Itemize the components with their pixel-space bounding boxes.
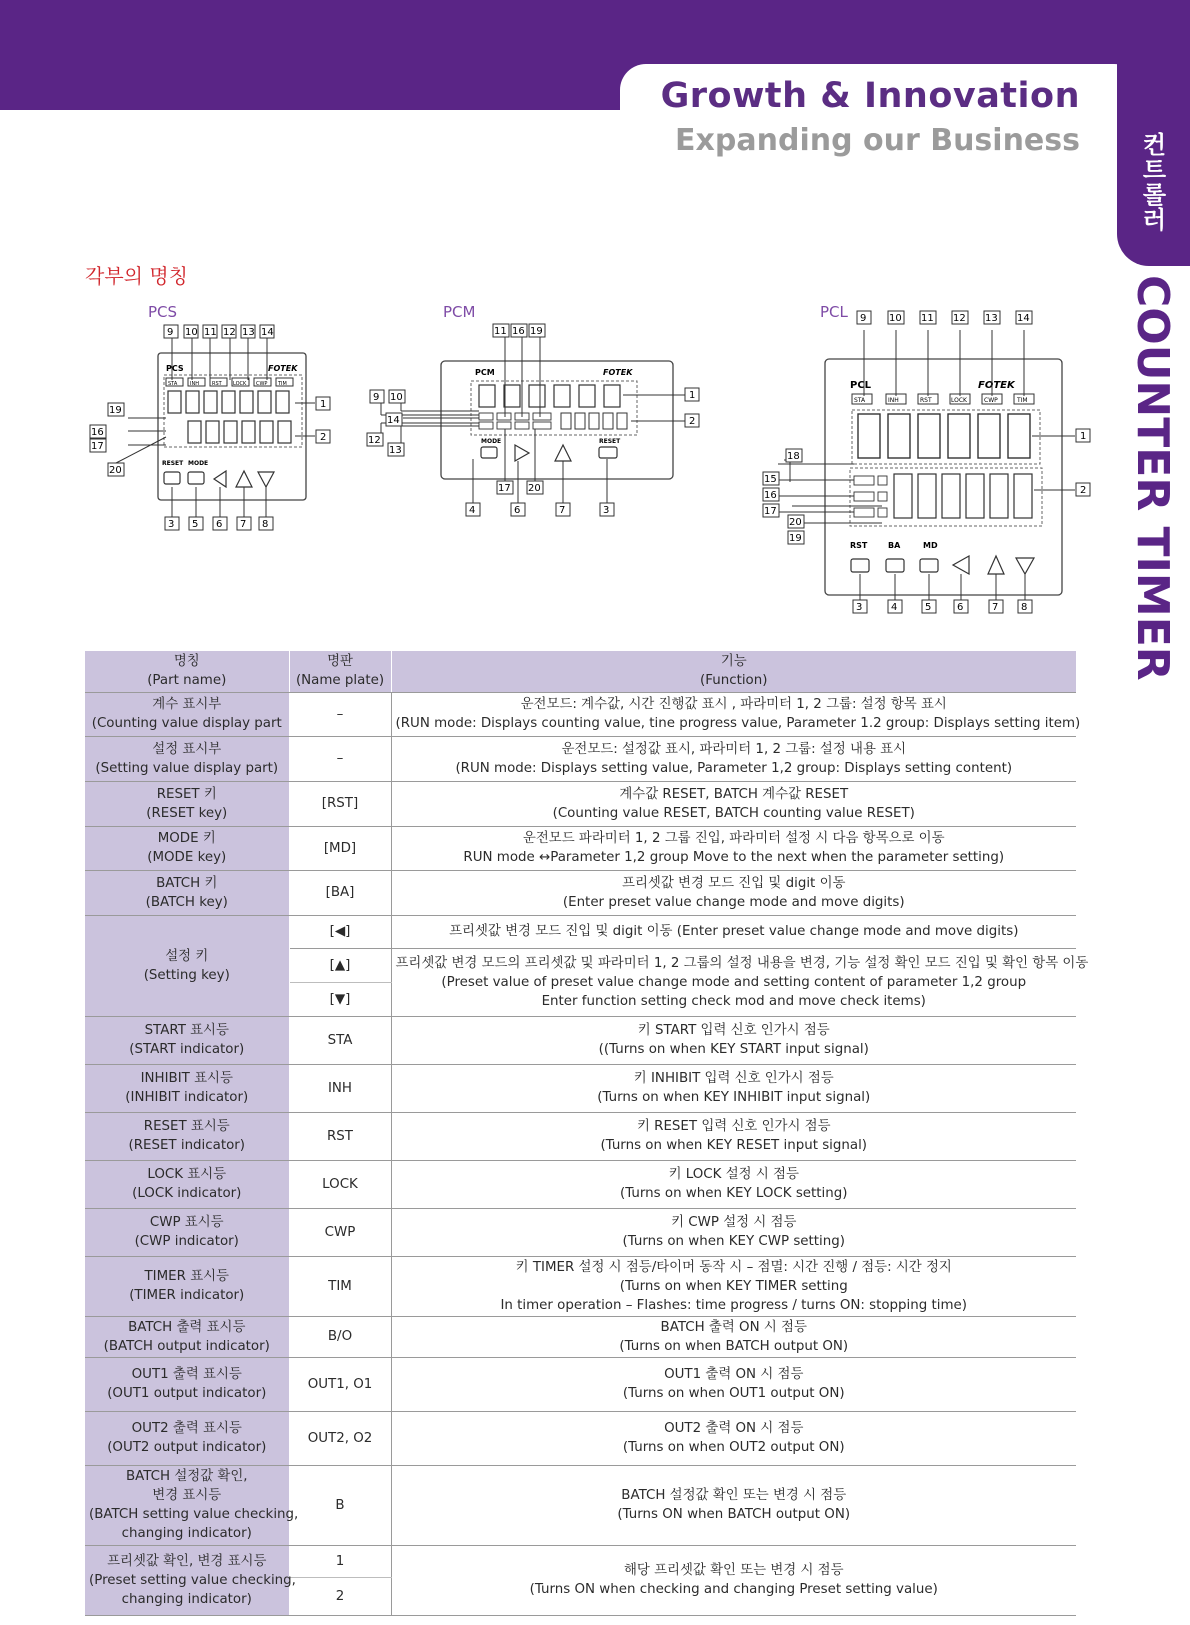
table-row: START 표시등 (START indicator) STA 키 START 입력 신호 인가시 점등 ((Turns on when KEY START input signal) (85, 1016, 1076, 1064)
svg-text:13: 13 (242, 327, 255, 338)
pcm-panel-brand: FOTEK (603, 368, 633, 377)
svg-text:14: 14 (387, 415, 400, 426)
pcl-label: PCL (820, 303, 848, 321)
page-subtitle: Expanding our Business (675, 123, 1080, 158)
svg-text:TIM: TIM (278, 381, 287, 387)
setting-key-name: 설정 키 (Setting key) (85, 915, 289, 1016)
table-row: BATCH 키 (BATCH key) [BA] 프리셋값 변경 모드 진입 및 digit 이동 (Enter preset value change mode and move digits) (85, 870, 1076, 915)
svg-text:16: 16 (512, 326, 525, 337)
svg-text:1: 1 (320, 399, 327, 410)
svg-text:2: 2 (320, 432, 327, 443)
svg-text:LOCK: LOCK (951, 397, 967, 404)
part-name-table (85, 651, 1089, 1616)
header-name-plate: 명판 (Name plate) (289, 651, 391, 692)
table-row: [▼] (85, 982, 1076, 1016)
svg-text:4: 4 (469, 505, 476, 516)
svg-text:7: 7 (992, 602, 999, 613)
svg-text:18: 18 (787, 451, 800, 462)
table-row: OUT1 출력 표시등 (OUT1 output indicator) OUT1, O1 OUT1 출력 ON 시 점등 (Turns on when OUT1 output ON) (85, 1357, 1076, 1411)
svg-text:5: 5 (925, 602, 932, 613)
svg-text:9: 9 (373, 392, 380, 403)
svg-text:7: 7 (559, 505, 566, 516)
svg-text:13: 13 (389, 445, 402, 456)
header-function: 기능 (Function) (391, 651, 1076, 692)
table-row: BATCH 출력 표시등 (BATCH output indicator) B/O BATCH 출력 ON 시 점등 (Turns on when BATCH output ON) (85, 1316, 1076, 1357)
page-title: Growth & Innovation (660, 76, 1080, 116)
svg-text:12: 12 (223, 327, 236, 338)
svg-text:12: 12 (368, 435, 381, 446)
table-row: TIMER 표시등 (TIMER indicator) TIM 키 TIMER 설정 시 점등/타이머 동작 시 – 점멸: 시간 진행 / 점등: 시간 정지 (Turns on when KEY TIMER setting In timer operation – Flashes: time progress / turns ON: stopping time) (85, 1256, 1076, 1316)
pcl-key-label-md: MD (923, 541, 938, 550)
table-row: MODE 키 (MODE key) [MD] 운전모드 파라미터 1, 2 그룹 진입, 파라미터 설정 시 다음 항목으로 이동 RUN mode ↔Parameter 1,2 group Move to the next when the parameter setting) (85, 826, 1076, 870)
header-part-name: 명칭 (Part name) (85, 651, 289, 692)
table-row: OUT2 출력 표시등 (OUT2 output indicator) OUT2, O2 OUT2 출력 ON 시 점등 (Turns on when OUT2 output ON) (85, 1411, 1076, 1465)
svg-text:7: 7 (240, 519, 247, 530)
table-row: RESET 표시등 (RESET indicator) RST 키 RESET 입력 신호 인가시 점등 (Turns on when KEY RESET input signal) (85, 1112, 1076, 1160)
table-row: CWP 표시등 (CWP indicator) CWP 키 CWP 설정 시 점등 (Turns on when KEY CWP setting) (85, 1208, 1076, 1256)
svg-text:2: 2 (1080, 485, 1087, 496)
pcl-diagram (760, 313, 1110, 640)
svg-text:4: 4 (891, 602, 898, 613)
svg-text:10: 10 (889, 313, 902, 324)
table-row: 2 (85, 1577, 1076, 1615)
table-row: 설정 표시부 (Setting value display part) – 운전모드: 설정값 표시, 파라미터 1, 2 그룹: 설정 내용 표시 (RUN mode: Displays setting value, Parameter 1,2 group: Displays setting content) (85, 736, 1076, 781)
svg-text:1: 1 (689, 390, 696, 401)
svg-text:19: 19 (789, 533, 802, 544)
svg-text:3: 3 (168, 519, 175, 530)
svg-text:15: 15 (764, 474, 777, 485)
pcm-label: PCM (443, 303, 476, 321)
pcl-key-label-ba: BA (888, 541, 901, 550)
svg-text:17: 17 (91, 441, 104, 452)
svg-text:11: 11 (494, 326, 507, 337)
pcs-key-label-reset: RESET (162, 460, 184, 467)
svg-text:13: 13 (985, 313, 998, 324)
svg-text:10: 10 (185, 327, 198, 338)
svg-text:6: 6 (957, 602, 964, 613)
section-title: 각부의 명칭 (85, 264, 188, 288)
table-header-row (85, 651, 1076, 692)
pcs-panel-brand: FOTEK (268, 364, 298, 373)
svg-text:19: 19 (530, 326, 543, 337)
svg-text:8: 8 (262, 519, 269, 530)
table-row: LOCK 표시등 (LOCK indicator) LOCK 키 LOCK 설정 시 점등 (Turns on when KEY LOCK setting) (85, 1160, 1076, 1208)
svg-text:12: 12 (953, 313, 966, 324)
svg-text:5: 5 (192, 519, 199, 530)
table-row: 프리셋값 확인, 변경 표시등 (Preset setting value checking, changing indicator) 1 해당 프리셋값 확인 또는 변경 시 점등 (Turns ON when checking and changing Preset setting value) (85, 1545, 1076, 1577)
svg-text:INH: INH (888, 397, 899, 404)
pcs-panel-model: PCS (166, 364, 184, 373)
svg-text:RST: RST (920, 397, 932, 404)
pcs-key-label-mode: MODE (188, 460, 209, 467)
svg-text:14: 14 (1017, 313, 1030, 324)
svg-text:11: 11 (921, 313, 934, 324)
pcm-key-label-mode: MODE (481, 438, 502, 445)
svg-text:6: 6 (216, 519, 223, 530)
svg-text:1: 1 (1080, 431, 1087, 442)
side-category-ko: 컨트롤러 (1138, 132, 1166, 232)
svg-text:2: 2 (689, 416, 696, 427)
svg-text:19: 19 (109, 405, 122, 416)
svg-text:10: 10 (390, 392, 403, 403)
table-row: 설정 키 (Setting key) [◀] 프리셋값 변경 모드 진입 및 digit 이동 (Enter preset value change mode and move digits) (85, 915, 1076, 948)
svg-text:CWP: CWP (256, 381, 268, 387)
svg-text:16: 16 (91, 427, 104, 438)
svg-text:TIM: TIM (1017, 397, 1028, 404)
svg-text:RST: RST (212, 381, 222, 387)
svg-text:9: 9 (860, 313, 867, 324)
title-card (620, 64, 1140, 184)
table-row: BATCH 설정값 확인, 변경 표시등 (BATCH setting value checking, changing indicator) B BATCH 설정값 확인 또는 변경 시 점등 (Turns ON when BATCH output ON) (85, 1465, 1076, 1545)
svg-text:17: 17 (764, 506, 777, 517)
pcl-panel-brand: FOTEK (978, 380, 1015, 391)
svg-text:14: 14 (261, 327, 274, 338)
pcl-panel-model: PCL (850, 380, 872, 391)
pcs-diagram (91, 325, 350, 555)
pcm-diagram (368, 325, 735, 535)
svg-text:3: 3 (856, 602, 863, 613)
pcm-panel-model: PCM (475, 368, 495, 377)
svg-text:9: 9 (167, 327, 174, 338)
svg-text:17: 17 (498, 483, 511, 494)
svg-text:STA: STA (168, 381, 178, 387)
svg-text:20: 20 (789, 517, 802, 528)
svg-text:CWP: CWP (984, 397, 998, 404)
pcm-key-label-reset: RESET (599, 438, 621, 445)
pcl-key-label-rst: RST (850, 541, 868, 550)
table-row: INHIBIT 표시등 (INHIBIT indicator) INH 키 INHIBIT 입력 신호 인가시 점등 (Turns on when KEY INHIBIT input signal) (85, 1064, 1076, 1112)
svg-text:6: 6 (514, 505, 521, 516)
svg-text:3: 3 (603, 505, 610, 516)
table-row: 계수 표시부 (Counting value display part – 운전모드: 계수값, 시간 진행값 표시 , 파라미터 1, 2 그룹: 설정 항목 표시 (RUN mode: Displays counting value, tine progress value, Parameter 1.2 group: Displays setting item) (85, 692, 1076, 736)
svg-text:LOCK: LOCK (233, 381, 247, 387)
svg-text:20: 20 (528, 483, 541, 494)
svg-text:STA: STA (854, 397, 866, 404)
table-row: RESET 키 (RESET key) [RST] 계수값 RESET, BATCH 계수값 RESET (Counting value RESET, BATCH counting value RESET) (85, 781, 1076, 826)
side-category-en: COUNTER TIMER (1127, 275, 1178, 681)
svg-text:8: 8 (1021, 602, 1028, 613)
pcs-label: PCS (148, 303, 178, 321)
svg-text:16: 16 (764, 490, 777, 501)
svg-text:11: 11 (204, 327, 217, 338)
svg-text:20: 20 (109, 465, 122, 476)
table-row: [▲] 프리셋값 변경 모드의 프리셋값 및 파라미터 1, 2 그룹의 설정 내용을 변경, 기능 설정 확인 모드 진입 및 확인 항목 이동 (Preset value of preset value change mode and setting content of parameter 1,2 group Enter function setting check mod and move check items) (85, 948, 1076, 982)
svg-text:INH: INH (190, 381, 199, 387)
